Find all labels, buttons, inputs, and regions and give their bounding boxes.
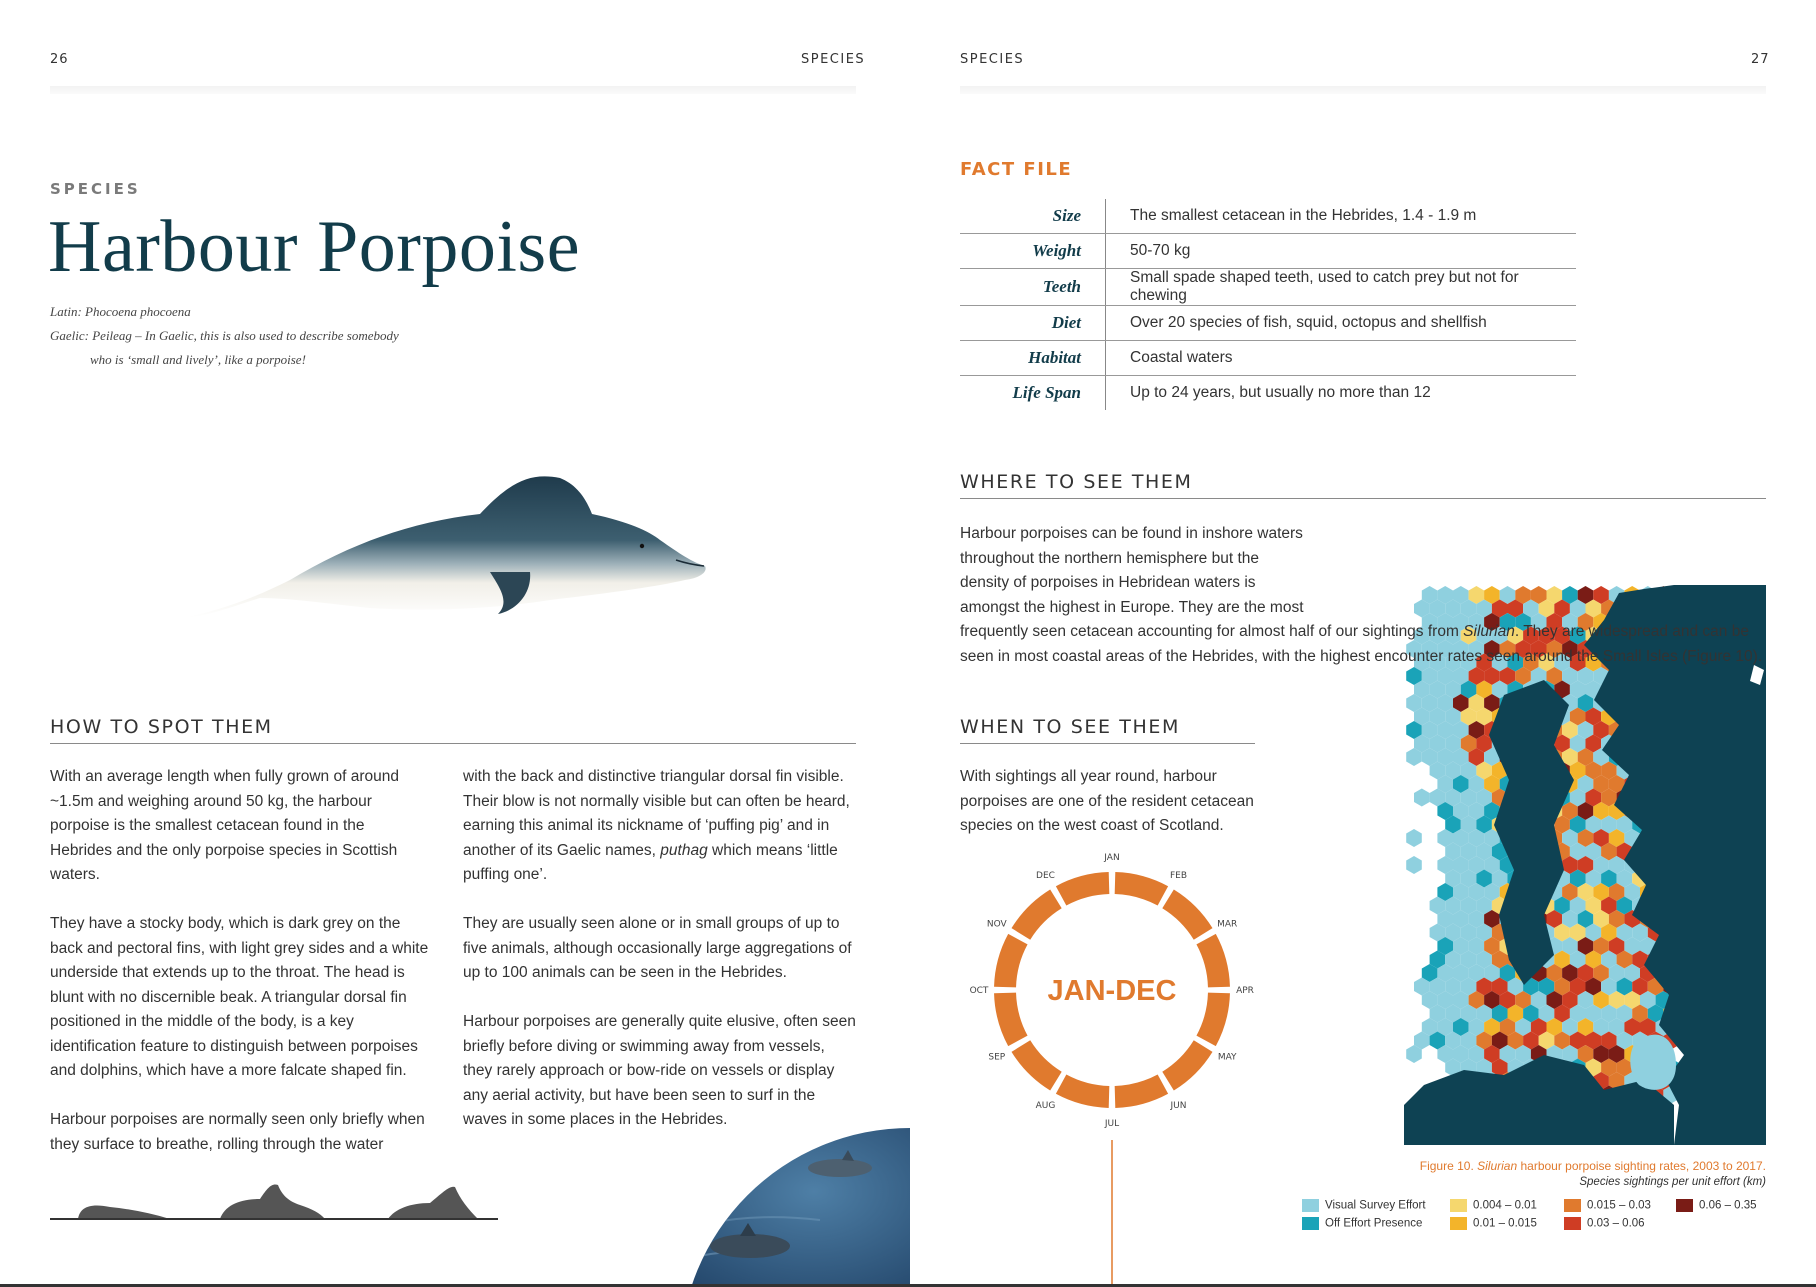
fact-key: Life Span (960, 376, 1106, 411)
paragraph: They are usually seen alone or in small groups of up to five animals, although occasionally large aggregations of up to 100 animals can be seen in the Hebrides. (463, 915, 852, 981)
gaelic-note: who is ‘small and lively’, like a porpoise! (90, 352, 306, 367)
figure-subcaption: Species sightings per unit effort (km) (1579, 1176, 1766, 1188)
paragraph: With an average length when fully grown of around ~1.5m and weighing around 50 kg, the harbour porpoise is the smallest cetacean found in the Hebrides and the only porpoise species in Scottish waters. (50, 768, 399, 883)
legend-item: 0.004 – 0.01 (1450, 1199, 1537, 1212)
month-segment-jun (1115, 1074, 1168, 1108)
month-label: NOV (986, 919, 1007, 930)
month-segment-may (1162, 1040, 1212, 1090)
fact-key: Teeth (960, 269, 1106, 306)
porpoise-illustration (180, 462, 710, 622)
page-title: Harbour Porpoise (48, 206, 581, 288)
how-column-2 (463, 765, 858, 1157)
running-head-right: SPECIES (960, 52, 1025, 67)
legend-item: 0.03 – 0.06 (1564, 1217, 1645, 1230)
month-segment-jan (1115, 872, 1168, 906)
figure-caption: Figure 10. Silurian harbour porpoise sighting rates, 2003 to 2017. (1419, 1159, 1766, 1173)
fact-value: Small spade shaped teeth, used to catch prey but not for chewing (1106, 269, 1577, 306)
month-label: APR (1236, 986, 1254, 996)
gaelic-name: Gaelic: Peileag – In Gaelic, this is also used to describe somebody (50, 328, 399, 343)
month-label: MAY (1217, 1052, 1237, 1063)
fact-key: Habitat (960, 341, 1106, 376)
fact-row (960, 269, 1576, 306)
month-label: OCT (969, 986, 989, 996)
month-segment-jul (1056, 1074, 1109, 1108)
legend-item: 0.01 – 0.015 (1450, 1217, 1537, 1230)
heading-when-to-see: WHEN TO SEE THEM (960, 716, 1255, 744)
fact-row (960, 306, 1576, 341)
month-segment-oct (994, 934, 1028, 987)
heading-where-to-see: WHERE TO SEE THEM (960, 471, 1766, 499)
porpoise-photo (670, 1128, 910, 1287)
month-segment-feb (1162, 889, 1212, 939)
month-label: JUL (1104, 1119, 1120, 1129)
page-number-left: 26 (50, 52, 69, 67)
month-segment-sep (994, 993, 1028, 1046)
fact-file-title: FACT FILE (960, 159, 1073, 180)
fact-file-table (960, 199, 1576, 410)
legend-item: Visual Survey Effort (1302, 1199, 1426, 1212)
month-label: MAR (1217, 919, 1238, 930)
month-label: JAN (1104, 853, 1120, 863)
month-label: FEB (1169, 870, 1188, 881)
month-segment-aug (1011, 1040, 1061, 1090)
legend-item: 0.06 – 0.35 (1676, 1199, 1757, 1212)
page-number-right: 27 (1751, 52, 1770, 67)
where-paragraph: Harbour porpoises can be found in inshore waters throughout the northern hemisphere but the density of porpoises in Hebridean waters is amongst the highest in Europe. They are the most frequently seen cetacean accounting for almost half of our sightings from Silurian. They are widespread and can be seen in most coastal areas of the Hebrides, with the highest encounter rates seen around the Small Isles (Figure 10). (960, 525, 1763, 665)
sightings-map (1404, 585, 1766, 1145)
when-paragraph: With sightings all year round, harbour porpoises are one of the resident cetacean species on the west coast of Scotland. (960, 768, 1254, 834)
month-label: JUN (1170, 1101, 1187, 1112)
fact-row (960, 376, 1576, 411)
fact-value: The smallest cetacean in the Hebrides, 1.4 - 1.9 m (1106, 199, 1577, 234)
running-head-left: SPECIES (801, 52, 866, 67)
fact-value: Up to 24 years, but usually no more than 12 (1130, 384, 1431, 401)
fact-row (960, 341, 1576, 376)
month-segment-dec (1056, 872, 1109, 906)
month-wheel (960, 850, 1265, 1287)
month-segment-nov (1011, 889, 1061, 939)
map-hex (1406, 829, 1422, 847)
fact-key: Diet (960, 306, 1106, 341)
month-segment-mar (1196, 934, 1230, 987)
month-segment-apr (1196, 993, 1230, 1046)
paragraph: Harbour porpoises are normally seen only briefly when they surface to breathe, rolling through the water (50, 1111, 425, 1153)
how-column-1 (50, 765, 430, 1182)
paragraph: They have a stocky body, which is dark grey on the back and pectoral fins, with light grey sides and a white underside that extends up to the throat. The head is blunt with no discernible beak. A triangular dorsal fin positioned in the middle of the body, is a key identification feature to distinguish between porpoises and dolphins, which have a more falcate shaped fin. (50, 915, 429, 1079)
header-rule-right (960, 86, 1766, 94)
fact-value: 50-70 kg (1106, 234, 1577, 269)
fact-key: Size (960, 199, 1106, 234)
fact-row (960, 199, 1576, 234)
legend-item: 0.015 – 0.03 (1564, 1199, 1651, 1212)
fact-key: Weight (960, 234, 1106, 269)
paragraph: Harbour porpoises are generally quite elusive, often seen briefly before diving or swimming away from vessels, they rarely approach or bow-ride on vessels or display any aerial activity, but have been seen to surf in the waves in some places in the Hebrides. (463, 1013, 856, 1128)
section-kicker: SPECIES (50, 180, 141, 198)
season-label: JAN-DEC (1047, 975, 1177, 1007)
species-names (50, 300, 470, 372)
fact-value: Coastal waters (1106, 341, 1577, 376)
paragraph: with the back and distinctive triangular dorsal fin visible. Their blow is not normally visible but can often be heard, earning this animal its nickname of ‘puffing pig’ and in another of its Gaelic names, puthag which means ‘little puffing one’. (463, 768, 850, 883)
month-label: SEP (988, 1052, 1006, 1063)
latin-name: Latin: Phocoena phocoena (50, 304, 191, 319)
surfacing-silhouettes (50, 1175, 500, 1225)
heading-how-to-spot: HOW TO SPOT THEM (50, 716, 856, 744)
legend-item: Off Effort Presence (1302, 1217, 1422, 1230)
header-rule-left (50, 86, 856, 94)
fact-row (960, 234, 1576, 269)
map-hex (1414, 789, 1430, 807)
map-hex (1406, 856, 1422, 874)
fact-value: Over 20 species of fish, squid, octopus and shellfish (1106, 306, 1577, 341)
month-label: DEC (1036, 870, 1055, 881)
month-label: AUG (1035, 1101, 1056, 1112)
